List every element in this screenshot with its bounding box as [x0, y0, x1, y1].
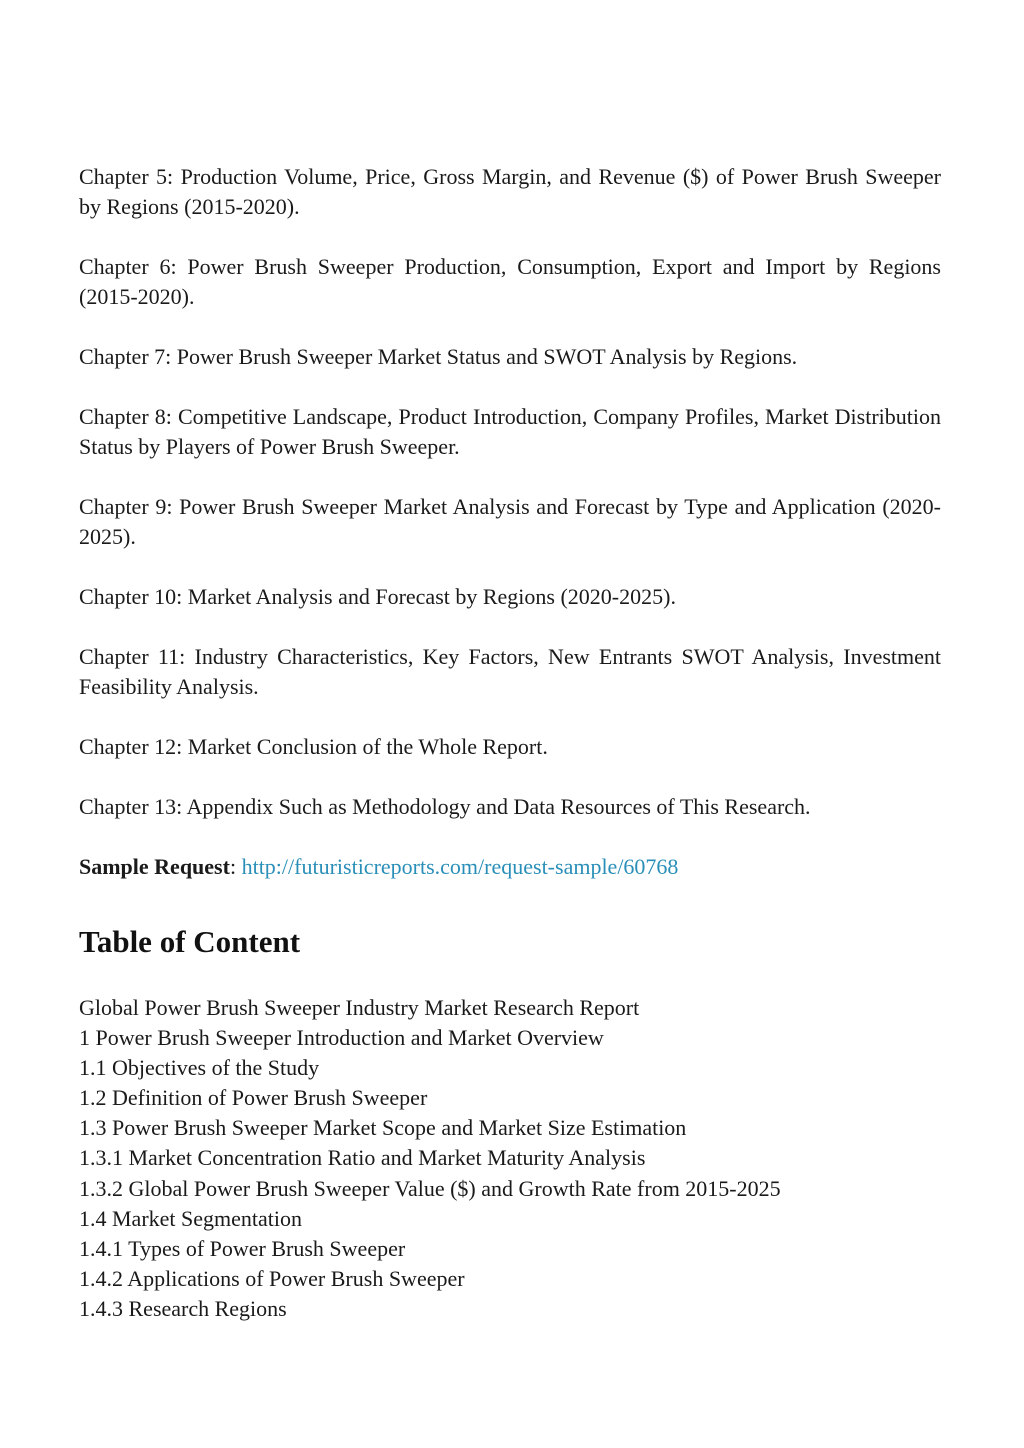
chapter-11-paragraph: Chapter 11: Industry Characteristics, Key Factors, New Entrants SWOT Analysis, Investment Feasibility Analysis.	[79, 644, 941, 699]
chapter-5-paragraph: Chapter 5: Production Volume, Price, Gross Margin, and Revenue ($) of Power Brush Sweeper by Regions (2015-2020).	[79, 164, 941, 219]
toc-item: 1.4.3 Research Regions	[79, 1295, 287, 1321]
document-page	[79, 162, 941, 1324]
toc-item: 1.2 Definition of Power Brush Sweeper	[79, 1085, 428, 1111]
toc-item: 1.4.1 Types of Power Brush Sweeper	[79, 1235, 406, 1261]
toc-item: 1.3 Power Brush Sweeper Market Scope and Market Size Estimation	[79, 1115, 687, 1141]
chapter-10-paragraph: Chapter 10: Market Analysis and Forecast by Regions (2020-2025).	[79, 584, 676, 609]
toc-item: Global Power Brush Sweeper Industry Market Research Report	[79, 995, 640, 1020]
toc-item: 1.4.2 Applications of Power Brush Sweeper	[79, 1265, 465, 1291]
toc-item: 1.4 Market Segmentation	[79, 1205, 303, 1231]
chapter-12-paragraph: Chapter 12: Market Conclusion of the Whole Report.	[79, 734, 548, 759]
toc-list	[79, 993, 941, 1324]
sample-request-separator: :	[229, 854, 237, 879]
chapter-8-paragraph: Chapter 8: Competitive Landscape, Product Introduction, Company Profiles, Market Distribution Status by Players of Power Brush Sweeper.	[79, 404, 941, 459]
toc-heading: Table of Content	[79, 924, 301, 959]
chapter-7-paragraph: Chapter 7: Power Brush Sweeper Market Status and SWOT Analysis by Regions.	[79, 344, 798, 369]
chapter-9-paragraph: Chapter 9: Power Brush Sweeper Market Analysis and Forecast by Type and Application (2020-2025).	[79, 494, 941, 549]
toc-item: 1.1 Objectives of the Study	[79, 1055, 320, 1081]
sample-request-label: Sample Request	[79, 854, 230, 879]
toc-item: 1.3.1 Market Concentration Ratio and Market Maturity Analysis	[79, 1145, 646, 1171]
sample-request-line	[79, 852, 941, 882]
sample-request-link[interactable]: http://futuristicreports.com/request-sample/60768	[241, 854, 679, 879]
toc-item: 1.3.2 Global Power Brush Sweeper Value ($) and Growth Rate from 2015-2025	[79, 1175, 781, 1201]
chapter-13-paragraph: Chapter 13: Appendix Such as Methodology and Data Resources of This Research.	[79, 794, 811, 819]
toc-item: 1 Power Brush Sweeper Introduction and Market Overview	[79, 1025, 604, 1051]
chapter-6-paragraph: Chapter 6: Power Brush Sweeper Production, Consumption, Export and Import by Regions (2015-2020).	[79, 254, 941, 309]
